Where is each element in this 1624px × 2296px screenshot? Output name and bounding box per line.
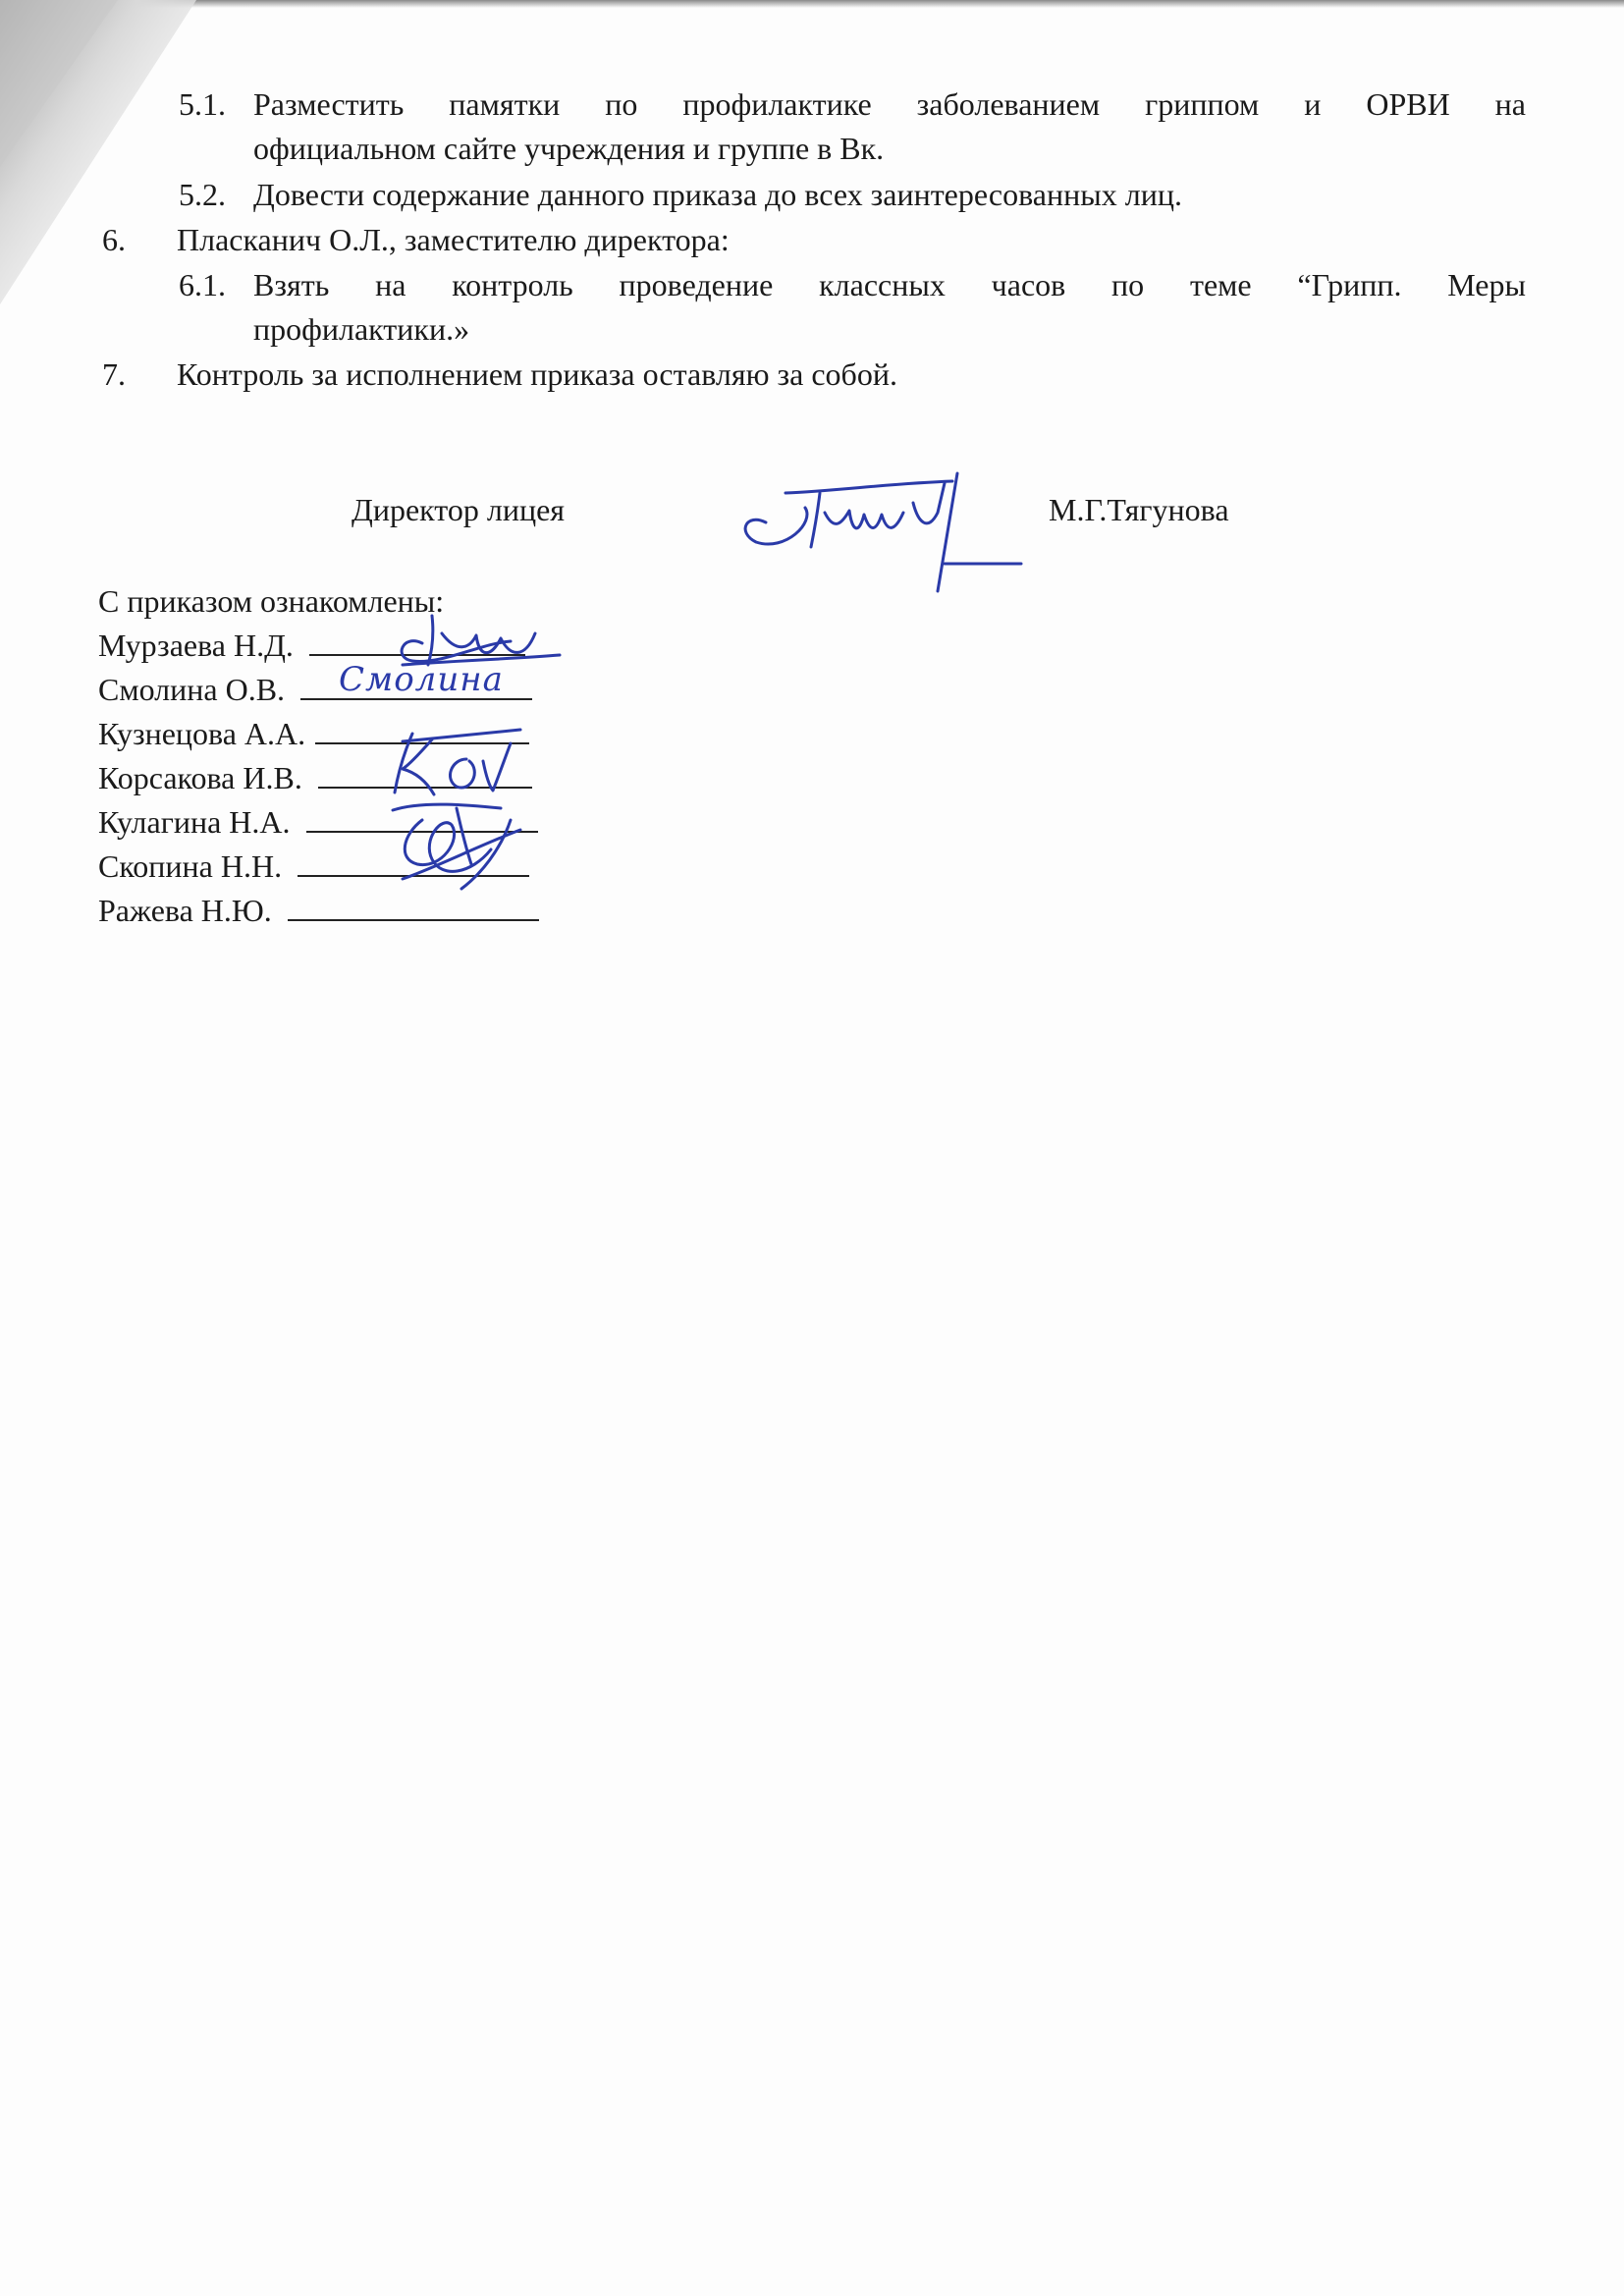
item-5-1-line-2: официальном сайте учреждения и группе в Вк. <box>253 131 885 166</box>
signature-kulagina-skopina <box>363 791 560 899</box>
acknowledgement-heading: С приказом ознакомлены: <box>98 583 445 619</box>
item-7 <box>102 353 897 397</box>
item-text: Пласканич О.Л., заместителю директора: <box>177 222 730 257</box>
person-name: Корсакова И.В. <box>98 760 302 795</box>
person-name: Скопина Н.Н. <box>98 848 283 884</box>
person-name: Кулагина Н.А. <box>98 804 291 840</box>
item-text: Контроль за исполнением приказа оставляю за собой. <box>177 356 897 392</box>
item-6-1 <box>179 263 253 307</box>
director-signature <box>727 454 1031 601</box>
item-5-1-line-1: Разместить памятки по профилактике заболеванием гриппом и ОРВИ на <box>253 86 1526 122</box>
scan-top-edge <box>118 0 1624 8</box>
item-number: 5.2. <box>179 177 226 212</box>
item-number: 6. <box>102 222 126 257</box>
item-6-1-line-1: Взять на контроль проведение классных часов по теме “Грипп. Меры <box>253 267 1526 302</box>
item-5-2 <box>179 173 1182 217</box>
item-number: 7. <box>102 356 126 392</box>
person-name: Мурзаева Н.Д. <box>98 628 294 663</box>
item-number: 5.1. <box>179 86 226 122</box>
signature-kuznetsova-korsakova <box>373 722 540 800</box>
item-6-1-line-2: профилактики.» <box>253 311 470 347</box>
item-text: Довести содержание данного приказа до всех заинтересованных лиц. <box>253 177 1182 212</box>
person-name: Смолина О.В. <box>98 672 286 707</box>
item-6 <box>102 218 730 262</box>
director-title: Директор лицея <box>352 492 565 527</box>
person-name: Кузнецова А.А. <box>98 716 306 751</box>
person-name: Ражева Н.Ю. <box>98 893 272 928</box>
director-name: М.Г.Тягунова <box>1049 492 1229 527</box>
item-number: 6.1. <box>179 267 226 302</box>
signature-smolina: Смолина <box>339 660 504 699</box>
